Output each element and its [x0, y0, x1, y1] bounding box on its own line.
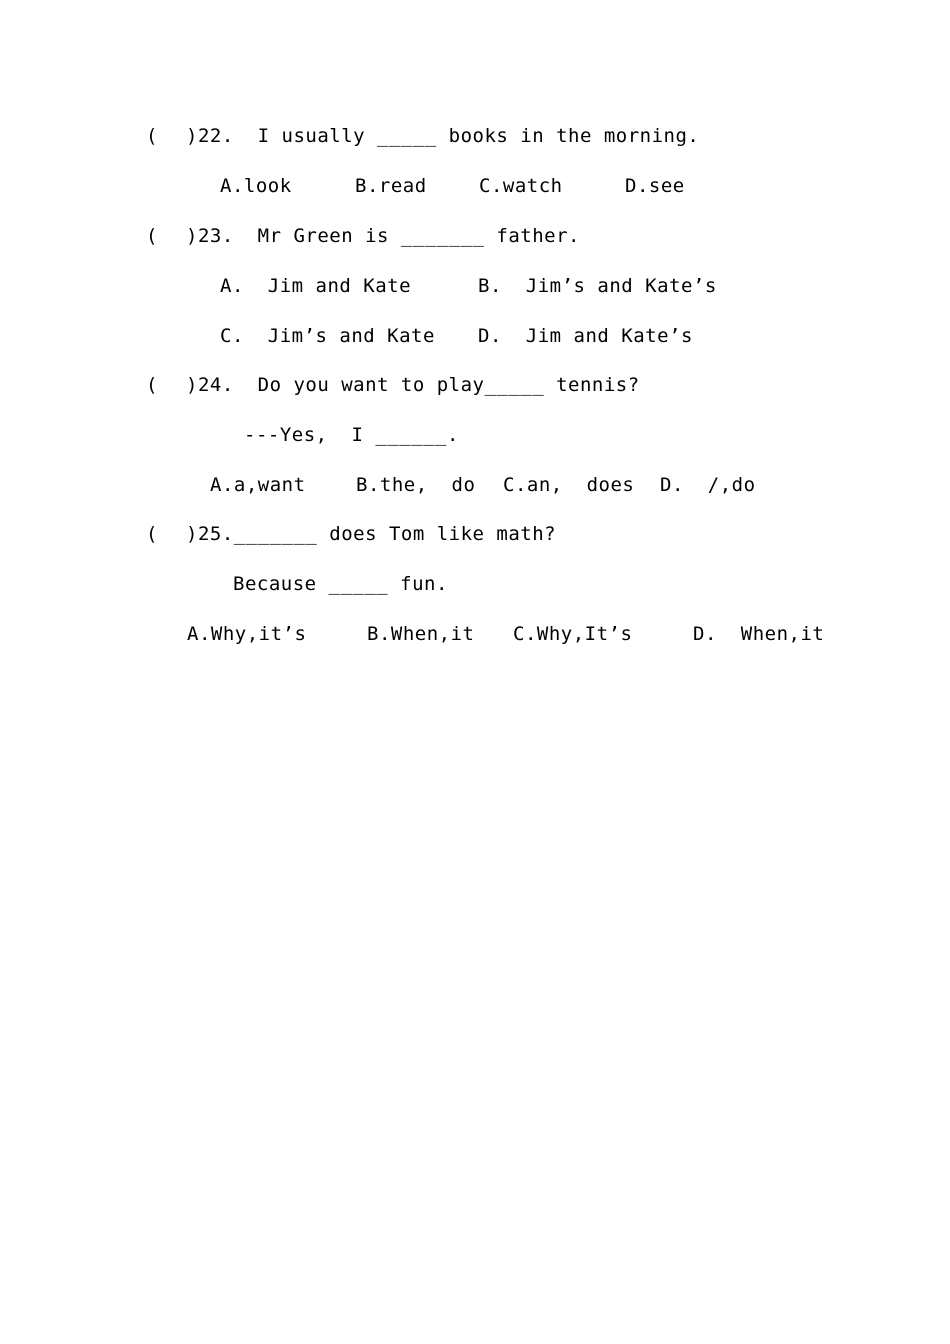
option-a: A. Jim and Kate — [220, 275, 412, 297]
answer-paren: ( — [146, 225, 158, 247]
answer-paren: ( — [146, 125, 158, 147]
option-a: A.a,want — [210, 474, 306, 496]
option-c: C. Jim’s and Kate — [220, 325, 435, 347]
question-stem: )23. Mr Green is _______ father. — [186, 225, 580, 247]
question-reply: Because _____ fun. — [233, 573, 448, 595]
option-d: D.see — [625, 175, 685, 197]
option-a: A.look — [220, 175, 292, 197]
option-d: D. Jim and Kate’s — [478, 325, 693, 347]
question-stem: )24. Do you want to play_____ tennis? — [186, 374, 640, 396]
option-c: C.watch — [479, 175, 563, 197]
option-b: B.read — [355, 175, 427, 197]
option-b: B.the, do — [356, 474, 476, 496]
option-c: C.an, does — [503, 474, 635, 496]
question-reply: ---Yes, I ______. — [244, 424, 459, 446]
option-b: B. Jim’s and Kate’s — [478, 275, 717, 297]
option-d: D. /,do — [660, 474, 756, 496]
question-stem: )22. I usually _____ books in the morning. — [186, 125, 700, 147]
option-b: B.When,it — [367, 623, 475, 645]
answer-paren: ( — [146, 374, 158, 396]
option-a: A.Why,it’s — [187, 623, 307, 645]
option-d: D. When,it — [693, 623, 825, 645]
option-c: C.Why,It’s — [513, 623, 633, 645]
question-stem: )25._______ does Tom like math? — [186, 523, 557, 545]
answer-paren: ( — [146, 523, 158, 545]
